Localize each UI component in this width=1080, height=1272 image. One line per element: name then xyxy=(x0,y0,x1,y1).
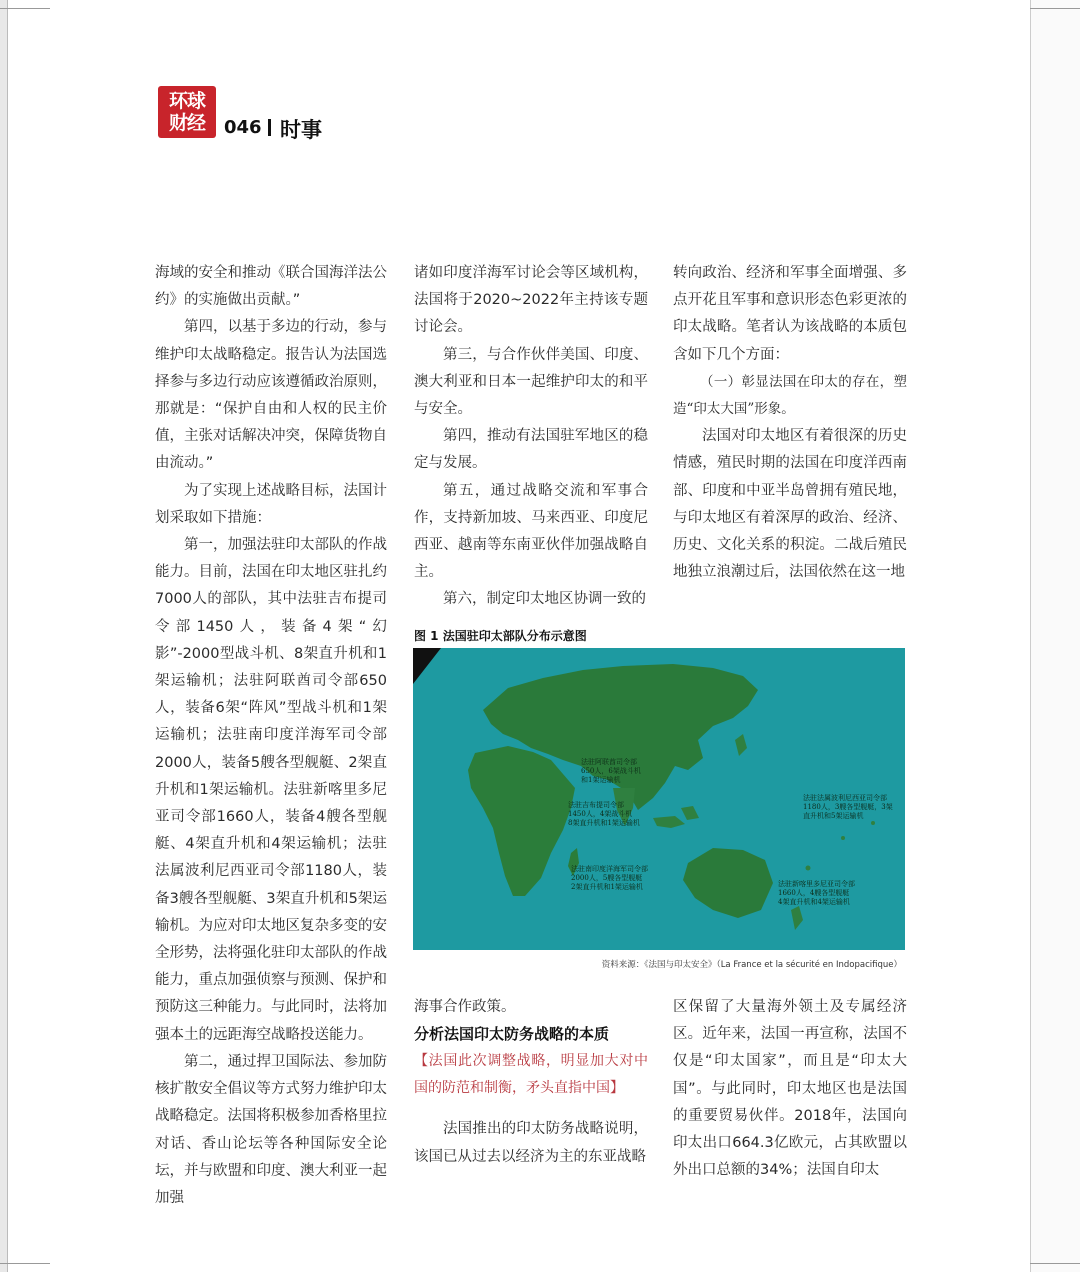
page-edge-right xyxy=(1030,0,1080,1272)
article-column-1 xyxy=(155,260,387,1212)
map-label-new-caledonia: 法驻新喀里多尼亚司令部 1660人，4艘各型舰艇 4架直升机和4架运输机 xyxy=(778,880,855,906)
paragraph: 第二，通过捍卫国际法、参加防核扩散安全倡议等方式努力维护印太战略稳定。法国将积极参加香格里拉对话、香山论坛等各种国际安全论坛，并与欧盟和印度、澳大利亚一起加强 xyxy=(155,1053,387,1206)
paragraph: 第三，与合作伙伴美国、印度、澳大利亚和日本一起维护印太的和平与安全。 xyxy=(414,346,648,418)
map-label-polynesia: 法驻法属波利尼西亚司令部 1180人，3艘各型舰艇，3架 直升机和5架运输机 xyxy=(803,794,893,820)
world-map-figure xyxy=(413,648,905,950)
paragraph: 第五，通过战略交流和军事合作，支持新加坡、马来西亚、印度尼西亚、越南等东南亚伙伴加强战略自主。 xyxy=(414,482,648,581)
figure-source: 资料来源：《法国与印太安全》（La France et la sécurité en Indopacifique） xyxy=(601,960,902,970)
logo-text-bottom: 财经 xyxy=(168,112,205,134)
paragraph: 为了实现上述战略目标，法国计划采取如下措施： xyxy=(155,482,387,526)
crop-mark xyxy=(1030,8,1080,9)
paragraph: 第四，以基于多边的行动，参与维护印太战略稳定。报告认为法国选择参与多边行动应该遵循政治原则，那就是：“保护自由和人权的民主价值，主张对话解决冲突，保障货物自由流动。” xyxy=(155,319,387,472)
pull-quote: 【法国此次调整战略，明显加大对中国的防范和制衡，矛头直指中国】 xyxy=(414,1053,648,1097)
magazine-logo xyxy=(158,86,216,138)
paragraph: 诸如印度洋海军讨论会等区域机构，法国将于2020~2022年主持该专题讨论会。 xyxy=(414,265,648,336)
paragraph: 区保留了大量海外领土及专属经济区。近年来，法国一再宣称，法国不仅是“印太国家”，而且是“印太大国”。与此同时，印太地区也是法国的重要贸易伙伴。2018年，法国向印太出口664.3亿欧元，占其欧盟以外出口总额的34%；法国自印太 xyxy=(673,999,907,1179)
page-edge-left xyxy=(0,0,8,1272)
map-label-djibouti: 法驻吉布提司令部 1450人，4架战斗机 8架直升机和1架运输机 xyxy=(568,801,640,827)
crop-mark xyxy=(0,8,50,9)
paragraph: 第一，加强法驻印太部队的作战能力。目前，法国在印太地区驻扎约7000人的部队，其中法驻吉布提司令部1450人，装备4架“幻影”-2000型战斗机、8架直升机和1架运输机；法驻阿联酋司令部650人，装备6架“阵风”型战斗机和1架运输机；法驻南印度洋海军司令部2000人，装备5艘各型舰艇、2架直升机和1架运输机。法驻新喀里多尼亚司令部1660人，装备4艘各型舰艇、4架直升机和4架运输机；法驻法属波利尼西亚司令部1180人，装备3艘各型舰艇、3架直升机和5架运输机。为应对印太地区复杂多变的安全形势，法将强化驻印太部队的作战能力，重点加强侦察与预测、保护和预防这三种能力。与此同时，法将加强本土的远距海空战略投送能力。 xyxy=(155,537,387,1043)
article-column-3-bottom xyxy=(673,994,907,1184)
logo-text-top: 环球 xyxy=(168,90,205,112)
article-column-3 xyxy=(673,260,907,586)
page-number: 046 xyxy=(224,117,262,138)
article-column-2-bottom xyxy=(414,994,648,1171)
subsection-heading: （一）彰显法国在印太的存在，塑造“印太大国”形象。 xyxy=(673,373,907,418)
paragraph: 法国推出的印太防务战略说明，该国已从过去以经济为主的东亚战略 xyxy=(414,1121,648,1165)
map-label-reunion: 法驻南印度洋海军司令部 2000人，5艘各型舰艇 2架直升机和1架运输机 xyxy=(571,865,648,891)
paragraph: 第四，推动有法国驻军地区的稳定与发展。 xyxy=(414,428,648,472)
crop-mark xyxy=(1030,1263,1080,1264)
header-divider xyxy=(268,119,271,136)
crop-mark xyxy=(0,1263,50,1264)
article-column-2 xyxy=(414,260,648,614)
paragraph: 海事合作政策。 xyxy=(414,999,516,1015)
map-label-uae: 法驻阿联酋司令部 650人，6架战斗机 和1架运输机 xyxy=(581,758,641,784)
section-heading: 分析法国印太防务战略的本质 xyxy=(414,1025,610,1044)
paragraph: 海域的安全和推动《联合国海洋法公约》的实施做出贡献。” xyxy=(155,265,387,309)
section-title: 时事 xyxy=(280,118,322,142)
paragraph: 第六，制定印太地区协调一致的 xyxy=(443,591,646,608)
figure-caption: 图 1 法国驻印太部队分布示意图 xyxy=(414,629,587,643)
paragraph: 法国对印太地区有着很深的历史情感，殖民时期的法国在印度洋西南部、印度和中亚半岛曾拥有殖民地，与印太地区有着深厚的政治、经济、历史、文化关系的积淀。二战后殖民地独立浪潮过后，法国依然在这一地 xyxy=(673,428,907,581)
paragraph: 转向政治、经济和军事全面增强、多点开花且军事和意识形态色彩更浓的印太战略。笔者认为该战略的本质包含如下几个方面： xyxy=(673,265,907,363)
